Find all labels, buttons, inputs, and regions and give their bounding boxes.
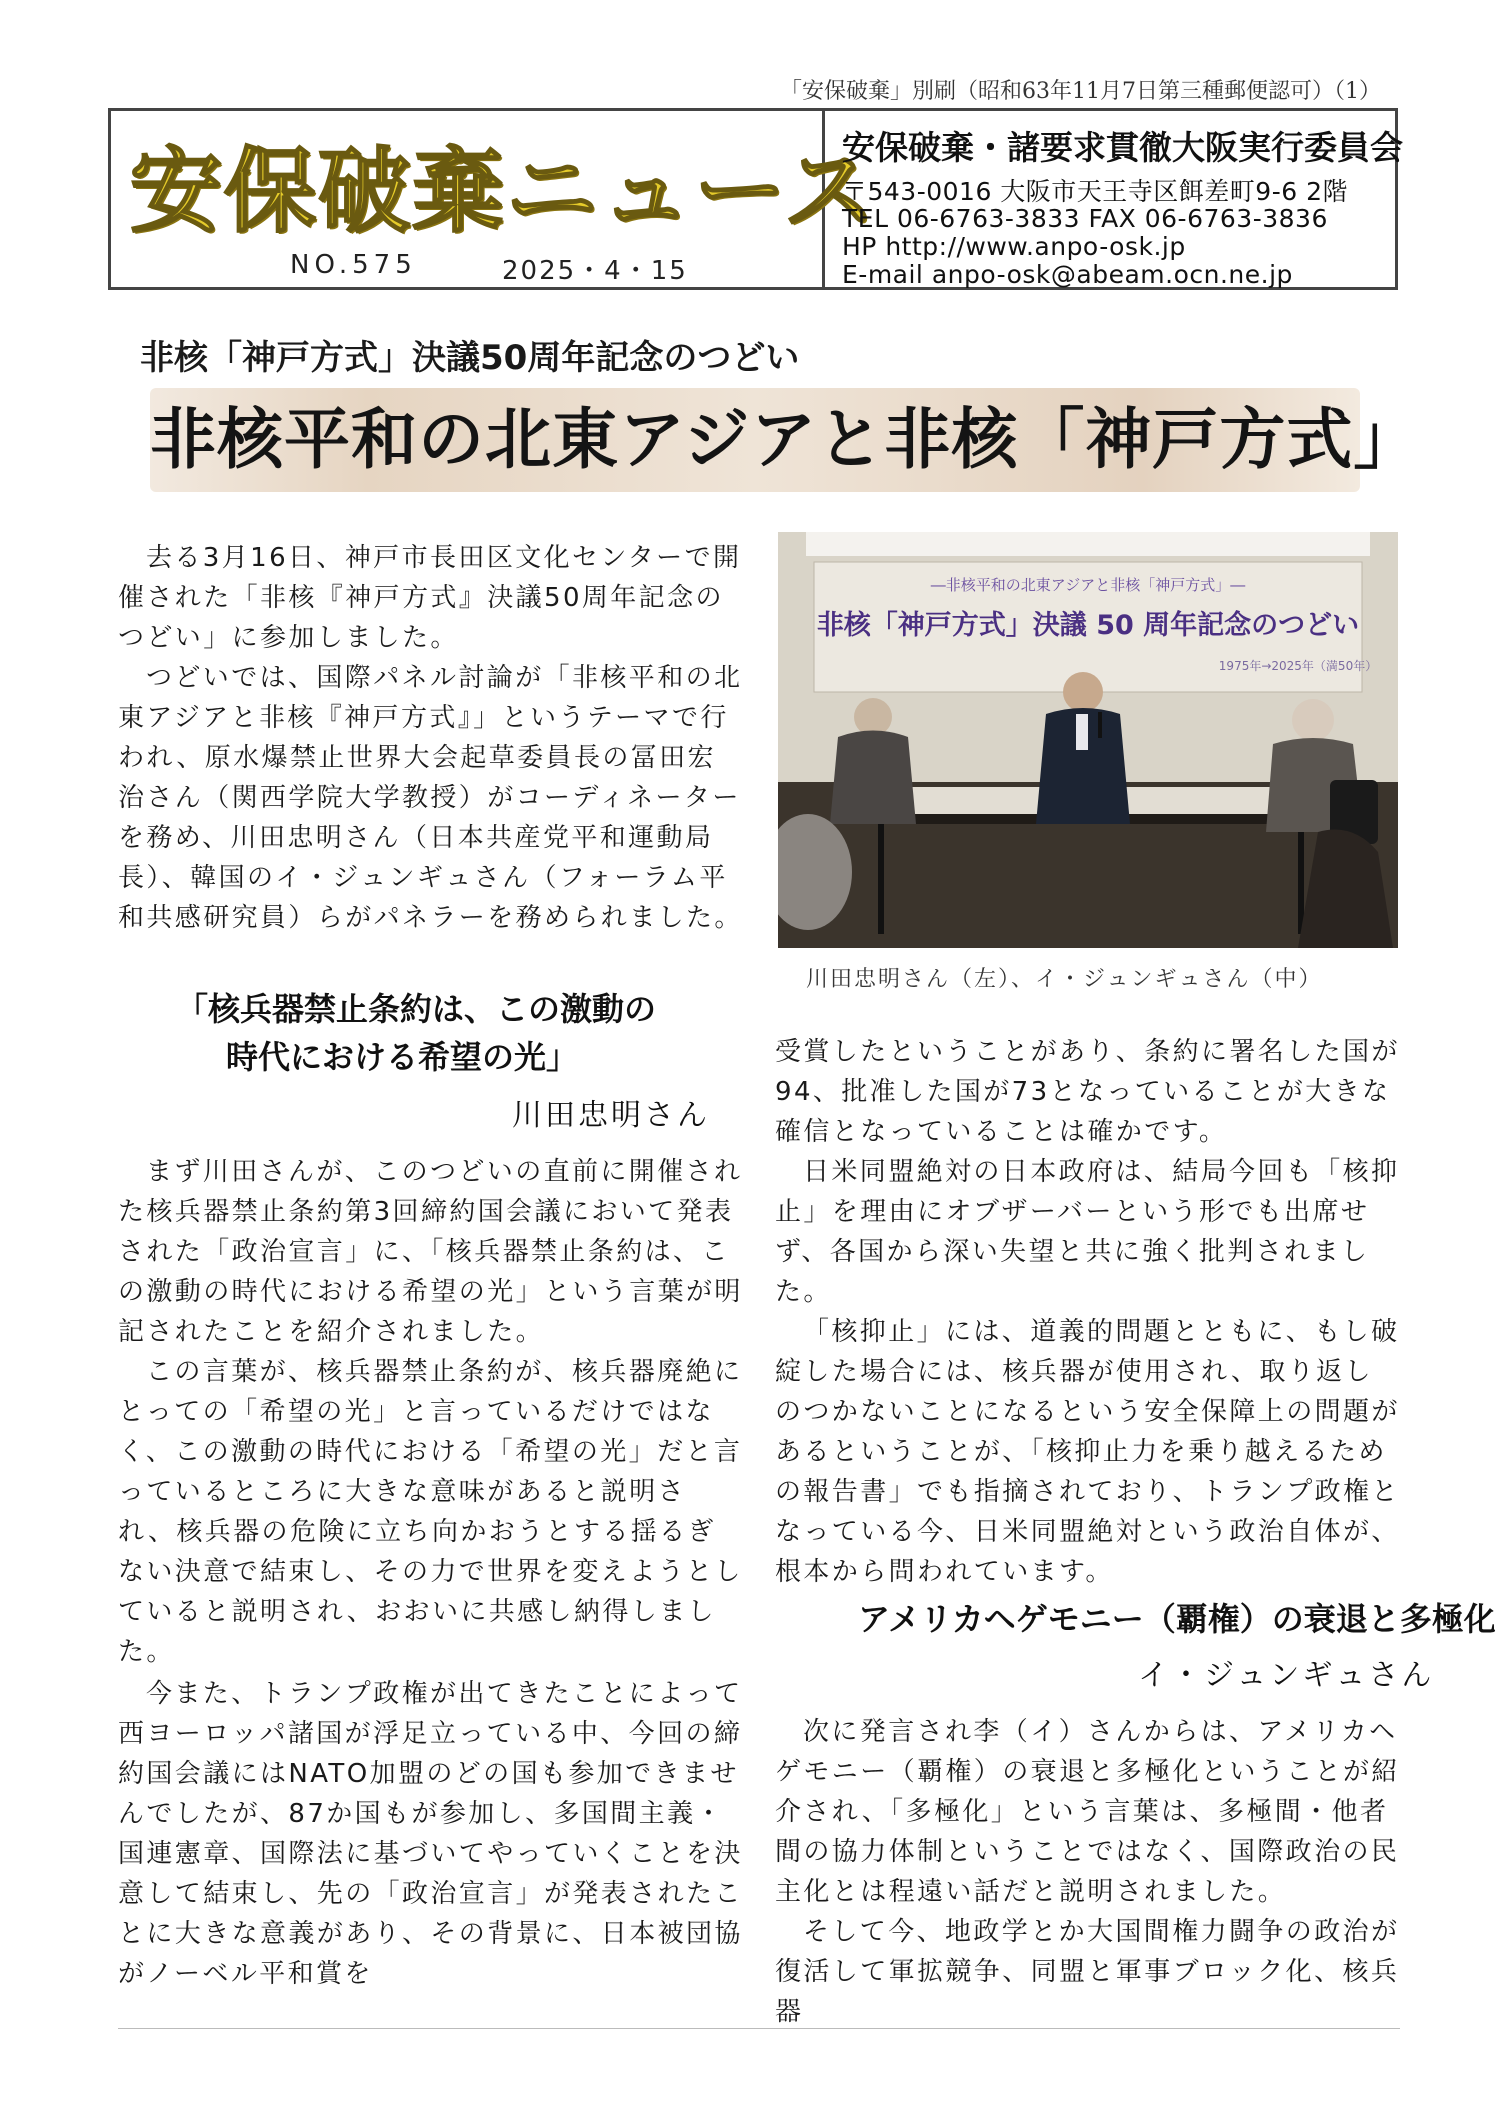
section1-continuation: 受賞したということがあり、条約に署名した国が94、批准した国が73となっていることが大きな確信となっていることは確かです。: [775, 1037, 1400, 1147]
section1-paragraph: 「核抑止」には、道義的問題とともに、もし破綻した場合には、核兵器が使用され、取り返しのつかないことになるという安全保障上の問題があるということが、「核抑止力を乗り越えるための報告書」でも指摘されており、トランプ政権となっている今、日米同盟絶対という政治自体が、根本から問われています。: [775, 1317, 1400, 1587]
bottom-divider: [118, 2028, 1400, 2029]
section2-heading: アメリカヘゲモニー（覇権）の衰退と多極化: [858, 1600, 1496, 1638]
section2-byline: イ・ジュンギュさん: [1138, 1658, 1435, 1693]
intro-text: [118, 538, 743, 938]
section1-paragraph: 日米同盟絶対の日本政府は、結局今回も「核抑止」を理由にオブザーバーという形でも出席せず、各国から深い失望と共に強く批判されました。: [775, 1157, 1400, 1307]
section1-heading-line2: 時代における希望の光」: [226, 1038, 579, 1076]
issue-date: 2025・4・15: [502, 256, 688, 286]
intro-paragraph: つどいでは、国際パネル討論が「非核平和の北東アジアと非核『神戸方式』」というテーマで行われ、原水爆禁止世界大会起草委員長の冨田宏治さん（関西学院大学教授）がコーディネーターを務め、川田忠明さん（日本共産党平和運動局長）、韓国のイ・ジュンギュさん（フォーラム平和共感研究員）らがパネラーを務められました。: [118, 663, 743, 933]
main-headline: 非核平和の北東アジアと非核「神戸方式」: [150, 401, 1421, 478]
edition-note: 「安保破棄」別刷（昭和63年11月7日第三種郵便認可）（1）: [780, 79, 1381, 104]
organization-name: 安保破棄・諸要求貫徹大阪実行委員会: [842, 128, 1403, 167]
photo-banner-top: ―非核平和の北東アジアと非核「神戸方式」―: [930, 576, 1246, 594]
organization-website-link[interactable]: HP http://www.anpo-osk.jp: [842, 232, 1186, 261]
section1-text-continued: [118, 1674, 743, 1994]
section2-paragraph: 次に発言され李（イ）さんからは、アメリカヘゲモニー（覇権）の衰退と多極化ということが紹介され、「多極化」という言葉は、多極間・他者間の協力体制ということではなく、国際政治の民主化とは程遠い話だと説明されました。: [775, 1717, 1400, 1907]
event-photo-illustration: [778, 532, 1398, 948]
section2-text: [775, 1712, 1400, 2032]
photo-banner-sub: 1975年→2025年（満50年）: [1218, 659, 1378, 673]
event-photo: [778, 532, 1398, 948]
intro-paragraph: 去る3月16日、神戸市長田区文化センターで開催された「非核『神戸方式』決議50周年記念のつどい」に参加しました。: [118, 543, 742, 653]
section2-paragraph: そして今、地政学とか大国間権力闘争の政治が復活して軍拡競争、同盟と軍事ブロック化、核兵器: [775, 1917, 1400, 2027]
section1-byline: 川田忠明さん: [512, 1098, 710, 1133]
photo-banner-main: 非核「神戸方式」決議 50 周年記念のつどい: [816, 610, 1360, 641]
issue-number: NO.575: [290, 250, 417, 280]
newsletter-title: 安保破棄ニュース: [130, 138, 878, 245]
organization-email-link[interactable]: E-mail anpo-osk@abeam.ocn.ne.jp: [842, 260, 1293, 289]
section1-right-column: [775, 1032, 1400, 1592]
section1-paragraph: この言葉が、核兵器禁止条約が、核兵器廃絶にとっての「希望の光」と言っているだけではなく、この激動の時代における「希望の光」だと言っているところに大きな意味があると説明され、核兵器の危険に立ち向かおうとする揺るぎない決意で結束し、その力で世界を変えようとしていると説明され、おおいに共感し納得しました。: [118, 1357, 743, 1667]
section1-paragraph: 今また、トランプ政権が出てきたことによって西ヨーロッパ諸国が浮足立っている中、今回の締約国会議にはNATO加盟のどの国も参加できませんでしたが、87か国もが参加し、多国間主義・国連憲章、国際法に基づいてやっていくことを決意して結束し、先の「政治宣言」が発表されたことに大きな意義があり、その背景に、日本被団協がノーベル平和賞を: [118, 1679, 743, 1989]
section1-paragraph: まず川田さんが、このつどいの直前に開催された核兵器禁止条約第3回締約国会議において発表された「政治宣言」に、「核兵器禁止条約は、この激動の時代における希望の光」という言葉が明記されたことを紹介されました。: [118, 1157, 743, 1347]
section1-text: [118, 1152, 743, 1672]
section1-heading-line1: 「核兵器禁止条約は、この激動の: [176, 990, 657, 1028]
photo-caption: 川田忠明さん（左）、イ・ジュンギュさん（中）: [806, 967, 1323, 992]
event-subheading: 非核「神戸方式」決議50周年記念のつどい: [140, 338, 800, 378]
organization-address: 〒543-0016 大阪市天王寺区餌差町9-6 2階: [842, 177, 1348, 206]
organization-phone-fax: TEL 06-6763-3833 FAX 06-6763-3836: [842, 204, 1328, 233]
